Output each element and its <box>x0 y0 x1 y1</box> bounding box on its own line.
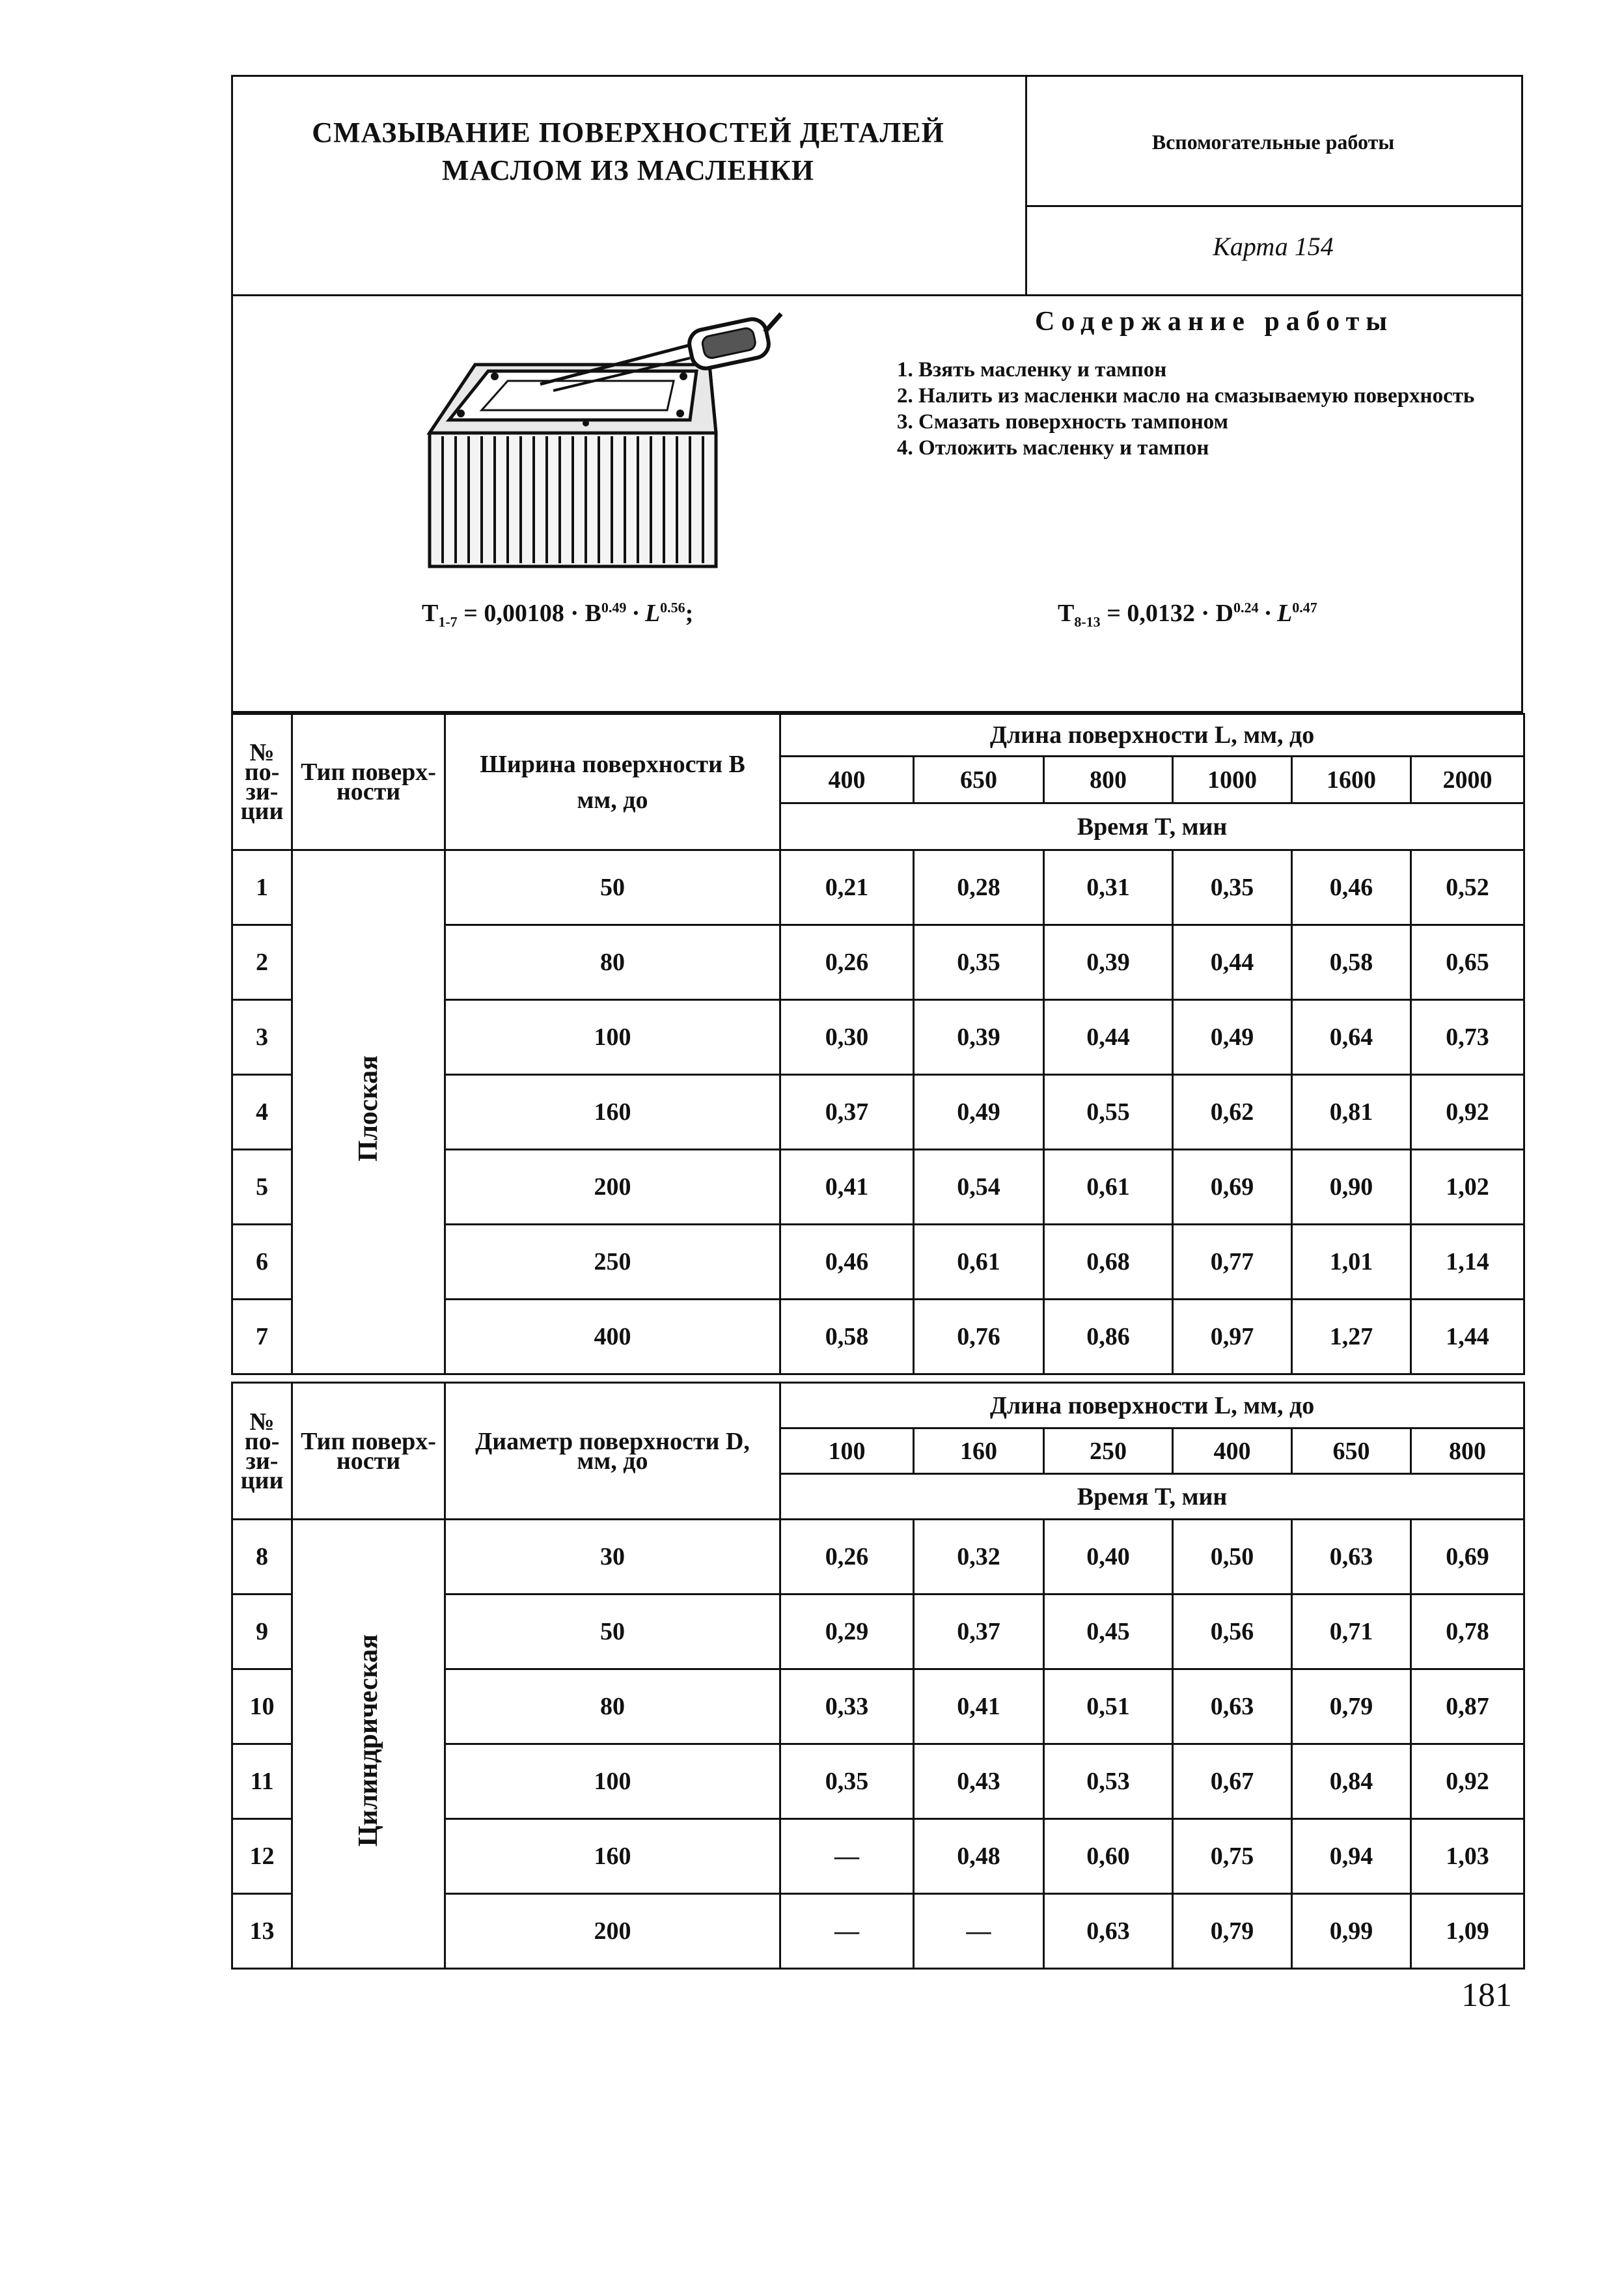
time-value: 0,29 <box>780 1595 914 1669</box>
time-value: 0,60 <box>1044 1819 1173 1894</box>
time-value: 0,69 <box>1411 1520 1524 1595</box>
table-row <box>232 1520 1524 1595</box>
header-width <box>445 714 780 850</box>
surface-type-label: Цилиндрическая <box>353 1634 383 1847</box>
time-value: 0,76 <box>914 1300 1044 1374</box>
time-value: 0,44 <box>1044 1000 1173 1075</box>
page-number: 181 <box>1461 1977 1512 2014</box>
row-position: 13 <box>232 1894 292 1969</box>
time-value: 0,26 <box>780 925 914 1000</box>
header-diameter-label: Диаметр поверхности D, <box>475 1427 750 1455</box>
time-value: 0,28 <box>914 850 1044 925</box>
table-row <box>232 850 1524 925</box>
time-value: 1,14 <box>1411 1225 1524 1300</box>
row-position: 6 <box>232 1225 292 1300</box>
row-position: 9 <box>232 1595 292 1669</box>
surface-type-label: Плоская <box>353 1055 383 1162</box>
time-value: 0,46 <box>1292 850 1411 925</box>
row-size: 400 <box>445 1300 780 1374</box>
row-position: 5 <box>232 1150 292 1225</box>
time-value: 0,64 <box>1292 1000 1411 1075</box>
row-size: 80 <box>445 925 780 1000</box>
length-column-header: 400 <box>1173 1428 1292 1474</box>
card-number: Карта 154 <box>1213 232 1334 261</box>
time-value: 0,62 <box>1173 1075 1292 1150</box>
time-value: 0,55 <box>1044 1075 1173 1150</box>
time-value: 0,79 <box>1292 1669 1411 1744</box>
row-size: 100 <box>445 1744 780 1819</box>
oiler-illustration <box>410 306 814 592</box>
header-time: Время T, мин <box>780 803 1524 850</box>
time-value: 0,53 <box>1044 1744 1173 1819</box>
time-value: 0,35 <box>1173 850 1292 925</box>
length-column-header: 250 <box>1044 1428 1173 1474</box>
row-size: 200 <box>445 1150 780 1225</box>
time-value: 0,92 <box>1411 1744 1524 1819</box>
header-width-label: Ширина поверхности B <box>480 750 745 778</box>
length-column-header: 160 <box>914 1428 1044 1474</box>
time-value: 0,61 <box>914 1225 1044 1300</box>
time-value: 0,92 <box>1411 1075 1524 1150</box>
row-position: 12 <box>232 1819 292 1894</box>
formula-left: $T_{1-7} = 0,00108 \cdot B^{0.49} \cdot L^{0.56}$; <box>422 599 694 630</box>
time-value: 1,27 <box>1292 1300 1411 1374</box>
header-diameter-unit: мм, до <box>577 1447 648 1475</box>
time-value: 0,35 <box>780 1744 914 1819</box>
row-size: 160 <box>445 1075 780 1150</box>
time-value: 1,01 <box>1292 1225 1411 1300</box>
row-position: 2 <box>232 925 292 1000</box>
time-value: 0,56 <box>1173 1595 1292 1669</box>
time-value: 0,61 <box>1044 1150 1173 1225</box>
time-value: 0,32 <box>914 1520 1044 1595</box>
time-value: 0,50 <box>1173 1520 1292 1595</box>
time-value: 1,09 <box>1411 1894 1524 1969</box>
header-position: № по-зи-ции <box>232 714 292 850</box>
time-value: 0,87 <box>1411 1669 1524 1744</box>
time-value: 0,30 <box>780 1000 914 1075</box>
work-step: 3. Смазать поверхность тампоном <box>897 410 1228 434</box>
time-value: 0,35 <box>914 925 1044 1000</box>
time-value: 0,49 <box>914 1075 1044 1150</box>
length-column-header: 1600 <box>1292 757 1411 803</box>
row-size: 160 <box>445 1819 780 1894</box>
work-step: 1. Взять масленку и тампон <box>897 358 1167 382</box>
header-time: Время T, мин <box>780 1474 1524 1520</box>
time-value: 0,81 <box>1292 1075 1411 1150</box>
time-value: 0,21 <box>780 850 914 925</box>
header-surface-type: Тип поверх-ности <box>292 1383 445 1520</box>
header-width-unit: мм, до <box>577 786 648 814</box>
time-value: 0,78 <box>1411 1595 1524 1669</box>
time-value: 0,65 <box>1411 925 1524 1000</box>
row-position: 3 <box>232 1000 292 1075</box>
header-divider-horizontal <box>1025 205 1523 207</box>
surface-type-cell <box>292 1520 445 1969</box>
time-value: 0,31 <box>1044 850 1173 925</box>
header-length: Длина поверхности L, мм, до <box>780 1383 1524 1428</box>
time-value: 0,68 <box>1044 1225 1173 1300</box>
time-value: 0,26 <box>780 1520 914 1595</box>
row-size: 80 <box>445 1669 780 1744</box>
time-value: 1,02 <box>1411 1150 1524 1225</box>
time-value: 0,41 <box>780 1150 914 1225</box>
time-value: 0,54 <box>914 1150 1044 1225</box>
work-step: 4. Отложить масленку и тампон <box>897 436 1209 460</box>
title-line-1: СМАЗЫВАНИЕ ПОВЕРХНОСТЕЙ ДЕТАЛЕЙ <box>312 117 944 148</box>
row-size: 100 <box>445 1000 780 1075</box>
header-diameter <box>445 1383 780 1520</box>
header-surface-type: Тип поверх-ности <box>292 714 445 850</box>
time-value: 0,40 <box>1044 1520 1173 1595</box>
length-column-header: 800 <box>1411 1428 1524 1474</box>
time-value: 1,03 <box>1411 1819 1524 1894</box>
time-value: 0,97 <box>1173 1300 1292 1374</box>
header-length: Длина поверхности L, мм, до <box>780 714 1524 757</box>
row-size: 30 <box>445 1520 780 1595</box>
time-value: 0,49 <box>1173 1000 1292 1075</box>
time-value: 0,84 <box>1292 1744 1411 1819</box>
time-value: 0,37 <box>780 1075 914 1150</box>
length-column-header: 650 <box>914 757 1044 803</box>
time-value: 0,63 <box>1173 1669 1292 1744</box>
row-position: 4 <box>232 1075 292 1150</box>
length-column-header: 400 <box>780 757 914 803</box>
content-title: Содержание работы <box>1035 307 1394 337</box>
work-step: 2. Налить из масленки масло на смазываемую поверхность <box>897 384 1475 408</box>
cylindrical-surface-table <box>231 1382 1525 1970</box>
time-value: 0,51 <box>1044 1669 1173 1744</box>
time-value: — <box>914 1894 1044 1969</box>
time-value: 0,99 <box>1292 1894 1411 1969</box>
time-value: 0,45 <box>1044 1595 1173 1669</box>
length-column-header: 100 <box>780 1428 914 1474</box>
header-divider-vertical <box>1025 75 1027 296</box>
time-value: 0,77 <box>1173 1225 1292 1300</box>
row-size: 200 <box>445 1894 780 1969</box>
length-column-header: 1000 <box>1173 757 1292 803</box>
row-size: 50 <box>445 1595 780 1669</box>
time-value: 0,75 <box>1173 1819 1292 1894</box>
flat-surface-table <box>231 713 1525 1375</box>
time-value: 0,63 <box>1292 1520 1411 1595</box>
length-column-header: 800 <box>1044 757 1173 803</box>
time-value: 0,39 <box>914 1000 1044 1075</box>
surface-type-cell <box>292 850 445 1374</box>
section-label: Вспомогательные работы <box>1151 130 1395 154</box>
time-value: 0,94 <box>1292 1819 1411 1894</box>
row-size: 250 <box>445 1225 780 1300</box>
title-line-2: МАСЛОМ ИЗ МАСЛЕНКИ <box>441 154 815 186</box>
row-position: 1 <box>232 850 292 925</box>
time-value: 0,39 <box>1044 925 1173 1000</box>
time-value: 0,41 <box>914 1669 1044 1744</box>
time-value: 0,58 <box>1292 925 1411 1000</box>
time-value: 0,90 <box>1292 1150 1411 1225</box>
time-value: 0,69 <box>1173 1150 1292 1225</box>
work-steps-list <box>897 357 1522 461</box>
row-size: 50 <box>445 850 780 925</box>
row-position: 8 <box>232 1520 292 1595</box>
time-value: 0,46 <box>780 1225 914 1300</box>
time-value: 0,67 <box>1173 1744 1292 1819</box>
length-column-header: 2000 <box>1411 757 1524 803</box>
time-value: 0,43 <box>914 1744 1044 1819</box>
time-value: 0,58 <box>780 1300 914 1374</box>
time-value: 0,63 <box>1044 1894 1173 1969</box>
page-title <box>234 114 1022 189</box>
time-value: 0,37 <box>914 1595 1044 1669</box>
time-value: — <box>780 1819 914 1894</box>
time-value: 0,86 <box>1044 1300 1173 1374</box>
time-value: 0,44 <box>1173 925 1292 1000</box>
row-position: 10 <box>232 1669 292 1744</box>
length-column-header: 650 <box>1292 1428 1411 1474</box>
header-position: № по-зи-ции <box>232 1383 292 1520</box>
time-value: 0,52 <box>1411 850 1524 925</box>
time-value: 0,79 <box>1173 1894 1292 1969</box>
time-value: 0,71 <box>1292 1595 1411 1669</box>
row-position: 11 <box>232 1744 292 1819</box>
time-value: — <box>780 1894 914 1969</box>
time-value: 0,33 <box>780 1669 914 1744</box>
time-value: 1,44 <box>1411 1300 1524 1374</box>
formula-right: $T_{8-13} = 0,0132 \cdot D^{0.24} \cdot L^{0.47}$ <box>1058 599 1317 630</box>
time-value: 0,48 <box>914 1819 1044 1894</box>
time-value: 0,73 <box>1411 1000 1524 1075</box>
row-position: 7 <box>232 1300 292 1374</box>
